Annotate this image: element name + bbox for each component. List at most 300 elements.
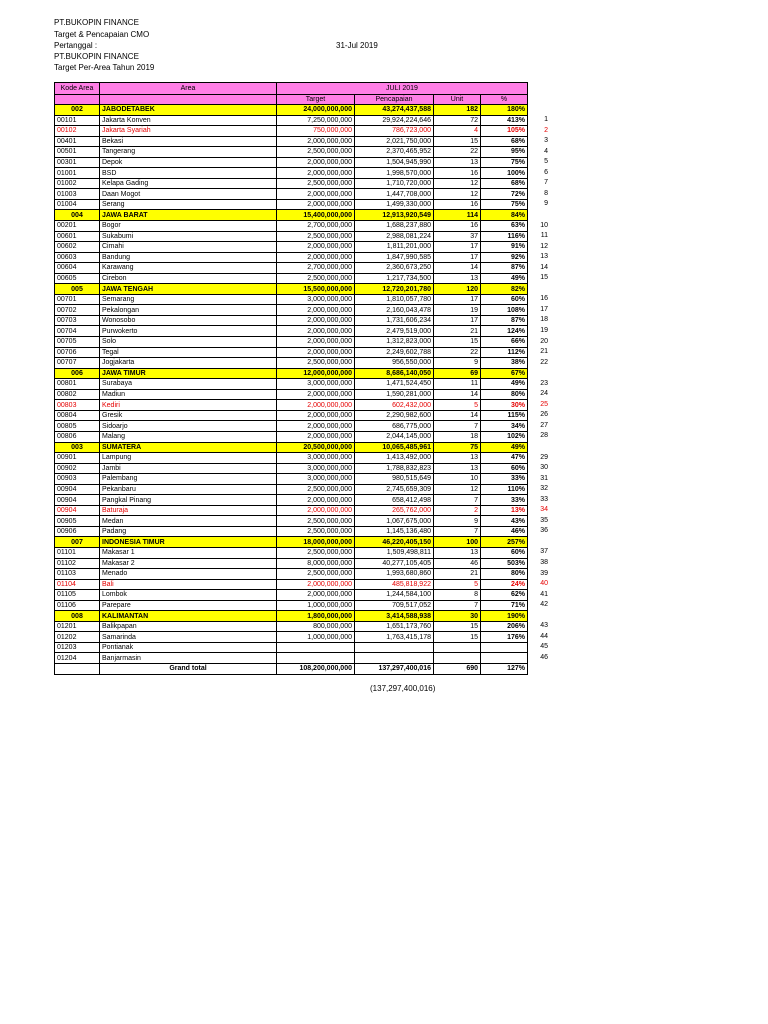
row-number: 42 [540,601,548,609]
table-row [55,379,528,390]
cell-code: 00201 [55,221,100,232]
cell-target: 2,700,000,000 [277,221,355,232]
table-row [55,221,528,232]
cell-target: 7,250,000,000 [277,115,355,126]
cell-code: 00803 [55,400,100,411]
cell-unit: 22 [434,347,481,358]
cell-unit: 13 [434,273,481,284]
cell-ach: 709,517,052 [355,600,434,611]
cell-code: 00901 [55,453,100,464]
cell-pct: 80% [481,569,528,580]
cell-pct: 49% [481,379,528,390]
cell-pct: 84% [481,210,528,221]
cell-area: Pekanbaru [100,484,277,495]
col-unit: Unit [434,95,481,105]
cell-area: Jogjakarta [100,358,277,369]
cell-code: 01202 [55,632,100,643]
cell-pct: 46% [481,526,528,537]
cell-code: 00705 [55,337,100,348]
cell-pct: 60% [481,463,528,474]
cell-target: 2,500,000,000 [277,569,355,580]
cell-ach: 29,924,224,646 [355,115,434,126]
cell-target: 2,500,000,000 [277,273,355,284]
table-row [55,315,528,326]
cell-ach: 1,688,237,880 [355,221,434,232]
cell-pct: 38% [481,358,528,369]
cell-unit: 5 [434,400,481,411]
header-row [55,83,528,95]
table-row [55,231,528,242]
cell-area: Bekasi [100,136,277,147]
table-row [55,526,528,537]
cell-pct: 87% [481,263,528,274]
cell-ach: 1,067,675,000 [355,516,434,527]
cell-unit: 17 [434,315,481,326]
table-row [55,252,528,263]
row-number: 19 [540,326,548,334]
cell-code: 00902 [55,463,100,474]
cell-area: Samarinda [100,632,277,643]
cell-code: 00801 [55,379,100,390]
cell-target: 18,000,000,000 [277,537,355,548]
total-ach: 137,297,400,016 [355,663,434,674]
cell-ach: 786,723,000 [355,126,434,137]
cell-unit: 13 [434,157,481,168]
cell-unit: 7 [434,495,481,506]
table-row [55,389,528,400]
col-pct: % [481,95,528,105]
cell-unit: 19 [434,305,481,316]
cell-code: 00707 [55,358,100,369]
group-row [55,368,528,379]
cell-code: 002 [55,105,100,116]
cell-unit: 15 [434,632,481,643]
cell-pct: 60% [481,294,528,305]
cell-area: Pangkal Pinang [100,495,277,506]
cell-ach: 1,993,680,860 [355,569,434,580]
cell-target: 2,000,000,000 [277,199,355,210]
cell-area: Makasar 1 [100,547,277,558]
table-row [55,410,528,421]
cell-unit: 12 [434,189,481,200]
cell-target: 800,000,000 [277,621,355,632]
cell-code: 00804 [55,410,100,421]
row-number: 18 [540,316,548,324]
row-number: 7 [544,179,548,187]
table-row [55,653,528,664]
cell-code: 00703 [55,315,100,326]
cell-pct: 115% [481,410,528,421]
row-number: 2 [544,126,548,134]
row-number: 14 [540,263,548,271]
cell-code: 01001 [55,168,100,179]
cell-target: 2,000,000,000 [277,431,355,442]
cell-unit: 16 [434,199,481,210]
row-number: 32 [540,485,548,493]
table-row [55,168,528,179]
table-row [55,294,528,305]
cell-pct: 105% [481,126,528,137]
cell-pct: 49% [481,442,528,453]
cell-ach: 1,731,606,234 [355,315,434,326]
table-row [55,126,528,137]
table-row [55,147,528,158]
row-number: 6 [544,168,548,176]
cell-area: Surabaya [100,379,277,390]
cell-area: Parepare [100,600,277,611]
cell-area: Bogor [100,221,277,232]
cell-pct: 108% [481,305,528,316]
cell-pct: 34% [481,421,528,432]
cell-area: Menado [100,569,277,580]
cell-area: Sukabumi [100,231,277,242]
cell-pct: 13% [481,505,528,516]
cell-area: Jakarta Syariah [100,126,277,137]
row-number: 25 [540,400,548,408]
cell-ach: 10,065,485,961 [355,442,434,453]
row-number: 1 [544,116,548,124]
cell-target: 12,000,000,000 [277,368,355,379]
cell-code: 01002 [55,178,100,189]
cell-area: Cirebon [100,273,277,284]
table-row [55,189,528,200]
cell-unit: 11 [434,379,481,390]
total-pct: 127% [481,663,528,674]
row-number: 17 [540,305,548,313]
cell-area: Lombok [100,590,277,601]
cell-ach: 1,810,057,780 [355,294,434,305]
cell-ach [355,642,434,653]
cell-target [277,653,355,664]
cell-target: 2,000,000,000 [277,495,355,506]
cell-target: 2,000,000,000 [277,337,355,348]
cell-pct: 80% [481,389,528,400]
cell-area: Malang [100,431,277,442]
row-number: 21 [540,348,548,356]
cell-area: Gresik [100,410,277,421]
grand-total-row [55,663,528,674]
cell-area: Pontianak [100,642,277,653]
cell-ach: 43,274,437,588 [355,105,434,116]
row-number: 34 [540,506,548,514]
cell-pct: 60% [481,547,528,558]
cell-code: 01103 [55,569,100,580]
cell-ach: 1,651,173,760 [355,621,434,632]
cell-ach: 1,471,524,450 [355,379,434,390]
cell-target: 2,500,000,000 [277,147,355,158]
cell-pct: 68% [481,136,528,147]
cell-ach: 12,720,201,780 [355,284,434,295]
cell-ach: 1,145,136,480 [355,526,434,537]
cell-ach: 265,762,000 [355,505,434,516]
row-number: 38 [540,559,548,567]
table-row [55,590,528,601]
cell-ach: 1,499,330,000 [355,199,434,210]
row-number: 8 [544,189,548,197]
cell-pct: 33% [481,474,528,485]
cell-unit: 9 [434,358,481,369]
cell-area: JAWA TIMUR [100,368,277,379]
row-number: 26 [540,411,548,419]
cell-code: 01201 [55,621,100,632]
table-row [55,453,528,464]
row-number: 28 [540,432,548,440]
col-period: JULI 2019 [277,83,528,95]
row-number: 40 [540,580,548,588]
cell-area: Kelapa Gading [100,178,277,189]
cell-code: 005 [55,284,100,295]
col-kode-area: Kode Area [55,83,100,95]
cell-ach: 1,763,415,178 [355,632,434,643]
total-unit: 690 [434,663,481,674]
cell-area: KALIMANTAN [100,611,277,622]
cell-target: 1,800,000,000 [277,611,355,622]
cell-unit: 13 [434,547,481,558]
cell-pct: 92% [481,252,528,263]
cell-area: Palembang [100,474,277,485]
cell-area: Jakarta Konven [100,115,277,126]
group-row [55,105,528,116]
cell-unit: 12 [434,178,481,189]
row-number: 10 [540,221,548,229]
cell-ach: 1,413,492,000 [355,453,434,464]
cell-pct: 66% [481,337,528,348]
cell-area: Karawang [100,263,277,274]
cell-ach: 1,847,990,585 [355,252,434,263]
cell-ach: 2,479,519,000 [355,326,434,337]
cell-ach: 602,432,000 [355,400,434,411]
target-title: Target Per-Area Tahun 2019 [54,63,155,72]
cell-area: Wonosobo [100,315,277,326]
table-row [55,463,528,474]
cell-target: 2,500,000,000 [277,231,355,242]
table-row [55,263,528,274]
cell-pct: 87% [481,315,528,326]
table-row [55,347,528,358]
cell-area: Padang [100,526,277,537]
table-row [55,516,528,527]
total-blank [55,663,100,674]
table-row [55,242,528,253]
row-number: 36 [540,527,548,535]
cell-ach: 2,249,602,788 [355,347,434,358]
cell-target: 3,000,000,000 [277,453,355,464]
subheader-row [55,95,528,105]
row-number: 45 [540,643,548,651]
cell-ach: 1,811,201,000 [355,242,434,253]
table-row [55,305,528,316]
cell-code: 00604 [55,263,100,274]
cell-pct: 63% [481,221,528,232]
cell-area: Medan [100,516,277,527]
cell-code: 01004 [55,199,100,210]
cell-target: 2,500,000,000 [277,516,355,527]
cell-unit: 16 [434,168,481,179]
cell-pct: 47% [481,453,528,464]
row-number: 3 [544,137,548,145]
cell-pct: 95% [481,147,528,158]
cell-target: 2,000,000,000 [277,315,355,326]
company-name: PT.BUKOPIN FINANCE [54,18,139,27]
cell-ach: 40,277,105,405 [355,558,434,569]
cell-unit: 37 [434,231,481,242]
cell-pct: 72% [481,189,528,200]
table-row [55,632,528,643]
cell-ach: 2,290,982,600 [355,410,434,421]
cell-code: 00701 [55,294,100,305]
company-name-2: PT.BUKOPIN FINANCE [54,52,139,61]
col-target: Target [277,95,355,105]
cell-target: 8,000,000,000 [277,558,355,569]
table-row [55,199,528,210]
cell-unit: 114 [434,210,481,221]
cell-ach: 1,217,734,500 [355,273,434,284]
row-number: 29 [540,453,548,461]
cell-target: 2,500,000,000 [277,484,355,495]
cell-area: Cimahi [100,242,277,253]
cell-area: Baturaja [100,505,277,516]
cell-target: 2,500,000,000 [277,526,355,537]
cell-ach: 3,414,588,938 [355,611,434,622]
cell-code: 00102 [55,126,100,137]
cell-ach: 1,509,498,811 [355,547,434,558]
table-row [55,400,528,411]
row-number: 27 [540,421,548,429]
cell-unit: 16 [434,221,481,232]
cell-pct [481,653,528,664]
cell-target: 3,000,000,000 [277,294,355,305]
col-pencapaian: Pencapaian [355,95,434,105]
cell-target [277,642,355,653]
cell-unit: 4 [434,126,481,137]
table-row [55,484,528,495]
row-number: 23 [540,379,548,387]
table-row [55,558,528,569]
cell-unit: 14 [434,389,481,400]
cell-target: 2,000,000,000 [277,590,355,601]
cell-pct: 413% [481,115,528,126]
cell-ach: 8,686,140,050 [355,368,434,379]
row-number: 24 [540,390,548,398]
cell-ach: 1,312,823,000 [355,337,434,348]
cell-unit: 12 [434,484,481,495]
col-area: Area [100,83,277,95]
cell-code: 00904 [55,495,100,506]
cell-target: 2,000,000,000 [277,400,355,411]
cell-unit: 7 [434,600,481,611]
cell-area: Makasar 2 [100,558,277,569]
cell-code: 01101 [55,547,100,558]
cell-unit: 182 [434,105,481,116]
row-number: 16 [540,295,548,303]
cell-area: JAWA BARAT [100,210,277,221]
cell-target: 2,500,000,000 [277,547,355,558]
cell-ach: 2,044,145,000 [355,431,434,442]
row-number: 22 [540,358,548,366]
table-row [55,337,528,348]
cell-area: Purwokerto [100,326,277,337]
cell-unit: 7 [434,421,481,432]
cell-code: 00601 [55,231,100,242]
cell-ach: 1,710,720,000 [355,178,434,189]
cell-code: 00904 [55,484,100,495]
cell-code: 01204 [55,653,100,664]
cell-code: 01106 [55,600,100,611]
cell-unit: 13 [434,453,481,464]
cell-pct: 67% [481,368,528,379]
cell-target: 1,000,000,000 [277,600,355,611]
table-row [55,621,528,632]
cell-code: 00603 [55,252,100,263]
cell-target: 3,000,000,000 [277,463,355,474]
cell-target: 2,000,000,000 [277,421,355,432]
row-number: 37 [540,548,548,556]
row-number: 5 [544,158,548,166]
cell-target: 2,000,000,000 [277,189,355,200]
cell-code: 00706 [55,347,100,358]
cell-code: 00805 [55,421,100,432]
cell-unit: 17 [434,242,481,253]
cell-unit: 14 [434,410,481,421]
row-number: 31 [540,474,548,482]
cell-target: 2,000,000,000 [277,347,355,358]
table-row [55,474,528,485]
cell-area: Tegal [100,347,277,358]
cell-code: 00605 [55,273,100,284]
cell-ach: 1,788,832,823 [355,463,434,474]
cell-pct: 82% [481,284,528,295]
row-number: 20 [540,337,548,345]
total-target: 108,200,000,000 [277,663,355,674]
cell-target: 1,000,000,000 [277,632,355,643]
cell-code: 00704 [55,326,100,337]
row-number: 33 [540,495,548,503]
cell-code: 00903 [55,474,100,485]
table-row [55,136,528,147]
cell-unit: 15 [434,136,481,147]
cell-unit: 21 [434,569,481,580]
cell-area: Balikpapan [100,621,277,632]
cell-area: Daan Mogot [100,189,277,200]
cell-code: 00905 [55,516,100,527]
cell-ach: 1,504,945,990 [355,157,434,168]
cell-target: 2,700,000,000 [277,263,355,274]
cell-code: 01105 [55,590,100,601]
cell-code: 00906 [55,526,100,537]
cell-code: 00301 [55,157,100,168]
cell-unit: 75 [434,442,481,453]
report-date: 31-Jul 2019 [336,41,378,50]
cell-code: 007 [55,537,100,548]
cell-target: 15,500,000,000 [277,284,355,295]
cell-code: 00101 [55,115,100,126]
group-row [55,442,528,453]
table-row [55,326,528,337]
cell-area: JABODETABEK [100,105,277,116]
group-row [55,210,528,221]
cell-pct: 43% [481,516,528,527]
cell-area: JAWA TENGAH [100,284,277,295]
cell-pct: 110% [481,484,528,495]
cell-target: 24,000,000,000 [277,105,355,116]
cell-unit: 18 [434,431,481,442]
table-row [55,547,528,558]
cell-pct: 71% [481,600,528,611]
cell-code: 00401 [55,136,100,147]
table-row [55,579,528,590]
cell-area: Jambi [100,463,277,474]
cell-area: Lampung [100,453,277,464]
